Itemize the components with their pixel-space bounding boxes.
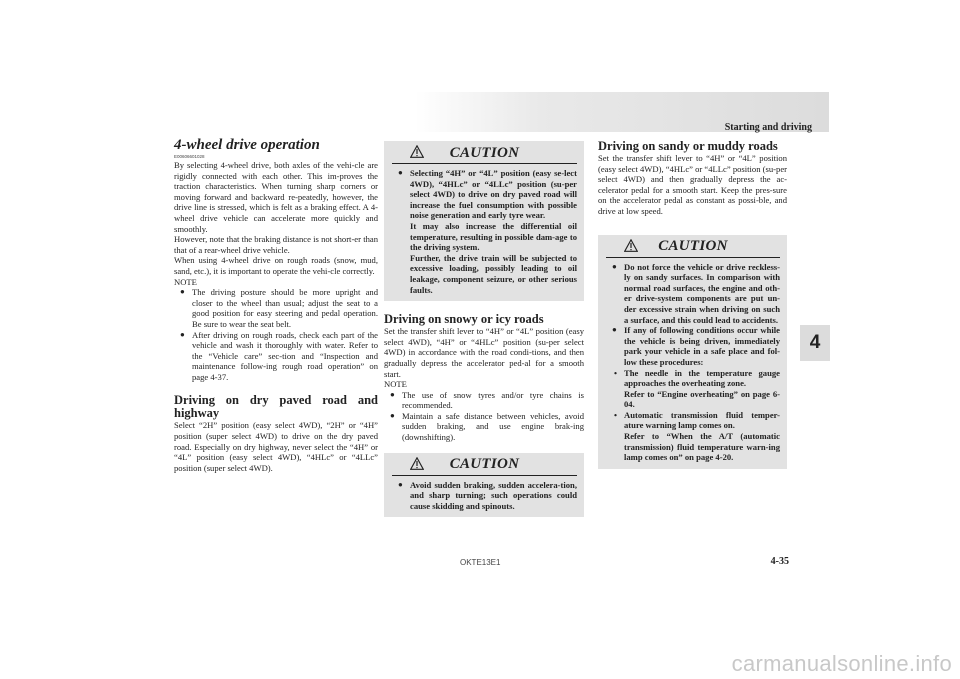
bullet-icon: ● <box>180 287 185 297</box>
caution-header <box>606 237 780 258</box>
warning-triangle-icon <box>410 457 424 470</box>
caution-title: CAUTION <box>449 144 520 161</box>
note-item: ● After driving on rough roads, check each part of the vehicle and wash it thoroughly with water. Refer to the “Vehicle care” sec-tion and “Inspection and maintenance follow-ing rough road operation” on page 4-37. <box>180 329 378 382</box>
bullet-icon: ● <box>398 479 403 489</box>
caution-reference: Refer to “When the A/T (automatic transmission) fluid temperature warn-ing lamp comes on” on page 4-20. <box>624 431 780 463</box>
column-2 <box>384 141 584 517</box>
caution-subitem: • Automatic transmission fluid temper-ature warning lamp comes on. <box>614 409 780 431</box>
caution-header <box>392 143 577 164</box>
column-1 <box>174 137 378 473</box>
caution-reference: Refer to “Engine overheating” on page 6-04. <box>624 388 780 410</box>
section-title: Starting and driving <box>724 122 812 133</box>
caution-subitem: • The needle in the temperature gauge approaches the overheating zone. <box>614 367 780 389</box>
warning-triangle-icon <box>410 145 424 158</box>
bullet-icon: ● <box>390 389 395 399</box>
caution-title: CAUTION <box>449 456 520 473</box>
column-3 <box>598 140 787 469</box>
caution-item: ● Selecting “4H” or “4L” position (easy se-lect 4WD), “4HLc” or “4LLc” position (su-per select 4WD) to drive on dry paved road will increase the fuel consumption with possible noise generation and early tyre wear. <box>398 168 577 221</box>
paragraph: Select “2H” position (easy select 4WD), “2H” or “4H” position (super select 4WD) to drive on the dry paved road. Especially on dry highway, never select the “4H” or “4L” position (easy select 4WD), “4HLc” or “4LLc” position (super select 4WD). <box>174 420 378 473</box>
section-heading: 4-wheel drive operation <box>174 137 320 153</box>
bullet-icon: ● <box>180 329 185 339</box>
caution-item: ● Do not force the vehicle or drive reckless-ly on sandy surfaces. In comparison with normal road surfaces, the engine and oth-er drive-system components are put un-der excessive strain when driving on such a surface, and this could lead to accidents. <box>612 261 780 325</box>
note-item: ● The use of snow tyres and/or tyre chains is recommended. <box>390 389 584 411</box>
caution-paragraph: It may also increase the differential oil temperature, resulting in possible dam-age to the driving system. <box>410 220 577 253</box>
caution-box <box>384 453 584 518</box>
note-label: NOTE <box>384 379 407 390</box>
warning-triangle-icon <box>624 239 638 252</box>
watermark: carmanualsonline.info <box>731 651 952 676</box>
caution-box <box>598 235 787 469</box>
caution-header <box>392 455 577 476</box>
paragraph: By selecting 4-wheel drive, both axles of the vehi-cle are rigidly connected with each other. This im-proves the traction characteristics. When turning sharp corners or moving forward and backward re-peatedly, however, the drive line is stressed, which is felt as a braking effect. A 4-wheel drive vehicle can accelerate more quickly and smoothly. <box>174 160 378 234</box>
paragraph: When using 4-wheel drive on rough roads (snow, mud, sand, etc.), it is important to operate the vehi-cle correctly. <box>174 255 378 276</box>
note-item: ● The driving posture should be more upright and closer to the wheel than usual; adjust the seat to a good position for easy steering and pedal operation. Be sure to wear the seat belt. <box>180 287 378 329</box>
subsection-heading: Driving on sandy or muddy roads <box>598 139 778 153</box>
document-code: OKTE13E1 <box>460 558 501 567</box>
bullet-icon: ● <box>390 410 395 420</box>
paragraph: However, note that the braking distance is not short-er than that of a rear-wheel drive vehicle. <box>174 234 378 255</box>
bullet-icon: ● <box>612 261 617 271</box>
caution-item: ● Avoid sudden braking, sudden accelera-tion, and sharp turning; such operations could cause skidding and spinouts. <box>398 479 577 511</box>
note-label: NOTE <box>174 276 197 287</box>
chapter-tab: 4 <box>800 325 830 361</box>
bullet-icon: ● <box>398 168 403 177</box>
caution-item: ● If any of following conditions occur while the vehicle is being driven, immediately park your vehicle in a safe place and fol-low these procedures: <box>612 325 780 367</box>
paragraph: Set the transfer shift lever to “4H” or “4L” position (easy select 4WD), “4H” or “4HLc” position (su-per select 4WD) in accordance with the road condi-tions, and then gradually depress the accelerator ped-al for a smooth start. <box>384 326 584 379</box>
reference-code: E00606601028 <box>174 154 205 159</box>
page-number: 4-35 <box>770 556 789 567</box>
caution-box <box>384 141 584 301</box>
subsection-heading: Driving on snowy or icy roads <box>384 312 544 327</box>
caution-paragraph: Further, the drive train will be subjected to excessive loading, possibly leading to oil leakage, component seizure, or other serious faults. <box>410 252 577 295</box>
subsection-heading: Driving on dry paved road and highway <box>174 393 378 421</box>
note-item: ● Maintain a safe distance between vehicles, avoid sudden braking, and use engine brak-ing (downshifting). <box>390 410 584 443</box>
bullet-icon: ● <box>612 325 617 335</box>
paragraph: Set the transfer shift lever to “4H” or “4L” position (easy select 4WD), “4HLc” or “4LLc” position (su-per select 4WD) and then gradually depress the ac-celerator pedal for a smooth start. Keep the pres-sure on the accelerator pedal as constant as possi-ble, and drive at low speed. <box>598 153 787 216</box>
caution-title: CAUTION <box>658 238 728 255</box>
